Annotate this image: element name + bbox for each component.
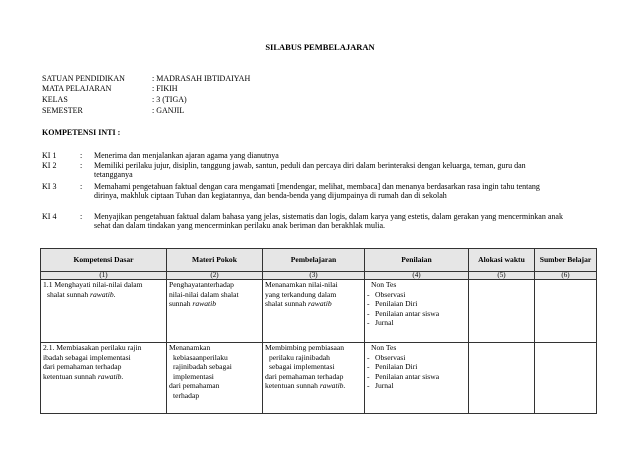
cell-line: 1.1 Menghayati nilai-nilai dalam	[43, 280, 143, 289]
italic-term: rawatib.	[97, 371, 124, 381]
label-satuan: SATUAN PENDIDIKAN	[42, 74, 125, 83]
value-mapel: : FIKIH	[152, 84, 178, 93]
list-item: - Jurnal	[367, 318, 466, 328]
cell-sumber-belajar	[535, 343, 597, 414]
ki-text: Memahami pengetahuan faktual dengan cara mengamati [mendengar, melihat, membaca] dan menanya berdasarkan rasa ingin tahu tentang dirinya, makhluk ciptaan Tuhan dan kegiatannya, dan benda-benda yang dijumpainya di rumah dan di sekolah	[94, 182, 540, 200]
list-item: - Observasi	[367, 353, 466, 363]
cell-line: dari pemahaman	[169, 381, 220, 390]
header-kompetensi-dasar: Kompetensi Dasar	[41, 249, 167, 272]
list-item: - Jurnal	[367, 381, 466, 391]
table-row	[41, 280, 597, 343]
cell-line: Menanamkan	[169, 343, 211, 352]
list-item: - Observasi	[367, 290, 466, 300]
cell-line: dari pemahaman terhadap	[43, 362, 122, 371]
column-number: (3)	[263, 272, 365, 280]
label-mapel: MATA PELAJARAN	[42, 84, 112, 93]
cell-alokasi-waktu	[469, 343, 535, 414]
cell-materi-pokok	[167, 343, 263, 414]
text-span: shalat sunnah	[265, 299, 309, 308]
cell-line: rajinibadah sebagai	[173, 362, 232, 371]
cell-line	[43, 290, 164, 300]
header-penilaian: Penilaian	[365, 249, 469, 272]
cell-line: kebiasaanperilaku	[173, 352, 228, 362]
text-span: shalat sunnah	[47, 289, 91, 299]
italic-term: rawatib	[308, 299, 332, 308]
list-item: - Penilaian antar siswa	[367, 309, 466, 319]
column-number: (5)	[469, 272, 535, 280]
cell-line	[169, 299, 260, 309]
cell-line: sebagai implementasi	[269, 362, 335, 371]
cell-line	[265, 299, 362, 309]
ki-colon: :	[80, 182, 83, 191]
cell-sumber-belajar	[535, 280, 597, 343]
ki-number: KI 4	[42, 212, 57, 221]
ki-colon: :	[80, 151, 83, 160]
cell-alokasi-waktu	[469, 280, 535, 343]
assessment-heading: Non Tes	[371, 280, 397, 289]
column-number: (4)	[365, 272, 469, 280]
cell-line: terhadap	[173, 390, 200, 400]
page-title: SILABUS PEMBELAJARAN	[265, 42, 375, 52]
value-kelas: : 3 (TIGA)	[152, 95, 187, 104]
syllabus-table	[40, 248, 597, 414]
ki-heading: KOMPETENSI INTI :	[42, 128, 121, 137]
cell-line: ibadah sebagai implementasi	[43, 352, 131, 362]
cell-line: nilai-nilai dalam shalat	[169, 289, 239, 299]
ki-colon: :	[80, 161, 83, 170]
cell-line	[43, 372, 164, 382]
italic-term: rawatib.	[319, 381, 346, 390]
italic-term: rawatib	[192, 299, 217, 308]
cell-pembelajaran	[263, 343, 365, 414]
ki-text: Menerima dan menjalankan ajaran agama yang dianutnya	[94, 151, 279, 160]
ki-text: Menyajikan pengetahuan faktual dalam bahasa yang jelas, sistematis dan logis, dalam karya yang estetis, dalam gerakan yang mencerminkan anak sehat dan dalam tindakan yang mencerminkan perilaku anak beriman dan berakhlak mulia.	[94, 212, 563, 230]
header-alokasi-waktu: Alokasi waktu	[469, 249, 535, 272]
cell-line: yang terkandung dalam	[265, 289, 337, 299]
text-span: sunnah	[169, 299, 193, 308]
assessment-list	[367, 290, 466, 328]
cell-line: 2.1. Membiasakan perilaku rajin	[43, 343, 142, 352]
cell-materi-pokok	[167, 280, 263, 343]
list-item: - Penilaian Diri	[367, 299, 466, 309]
value-semester: : GANJIL	[152, 106, 185, 115]
cell-pembelajaran	[263, 280, 365, 343]
cell-kompetensi-dasar	[41, 280, 167, 343]
ki-number: KI 2	[42, 161, 57, 170]
value-satuan: : MADRASAH IBTIDAIYAH	[152, 74, 251, 83]
cell-line: dari pemahaman terhadap	[265, 371, 344, 381]
label-semester: SEMESTER	[42, 106, 83, 115]
table-row	[41, 343, 597, 414]
cell-penilaian	[365, 343, 469, 414]
cell-kompetensi-dasar	[41, 343, 167, 414]
column-number: (6)	[535, 272, 597, 280]
header-sumber-belajar: Sumber Belajar	[535, 249, 597, 272]
ki-number: KI 3	[42, 182, 57, 191]
cell-line: Menanamkan nilai-nilai	[265, 280, 338, 289]
table-header-row	[41, 249, 597, 272]
text-span: ketentuan sunnah	[265, 381, 320, 390]
cell-line: Membimbing pembiasaan	[265, 343, 345, 352]
list-item: - Penilaian Diri	[367, 362, 466, 372]
label-kelas: KELAS	[42, 95, 68, 104]
cell-line: perilaku rajinibadah	[269, 352, 330, 362]
ki-colon: :	[80, 212, 83, 221]
header-pembelajaran: Pembelajaran	[263, 249, 365, 272]
column-number: (2)	[167, 272, 263, 280]
assessment-heading: Non Tes	[371, 343, 397, 352]
header-materi-pokok: Materi Pokok	[167, 249, 263, 272]
text-span: ketentuan sunnah	[43, 371, 98, 381]
cell-line: Penghayatanterhadap	[169, 280, 234, 289]
cell-line: implementasi	[173, 371, 214, 381]
ki-number: KI 1	[42, 151, 57, 160]
cell-line	[265, 381, 362, 391]
cell-penilaian	[365, 280, 469, 343]
assessment-list	[367, 353, 466, 391]
text-span: .	[113, 289, 116, 299]
column-number-row	[41, 272, 597, 280]
column-number: (1)	[41, 272, 167, 280]
ki-text: Memiliki perilaku jujur, disiplin, tanggung jawab, santun, peduli dan percaya diri dalam berinteraksi dengan keluarga, teman, guru dan tetangganya	[94, 161, 526, 179]
list-item: - Penilaian antar siswa	[367, 372, 466, 382]
italic-term: rawatib	[90, 289, 114, 299]
